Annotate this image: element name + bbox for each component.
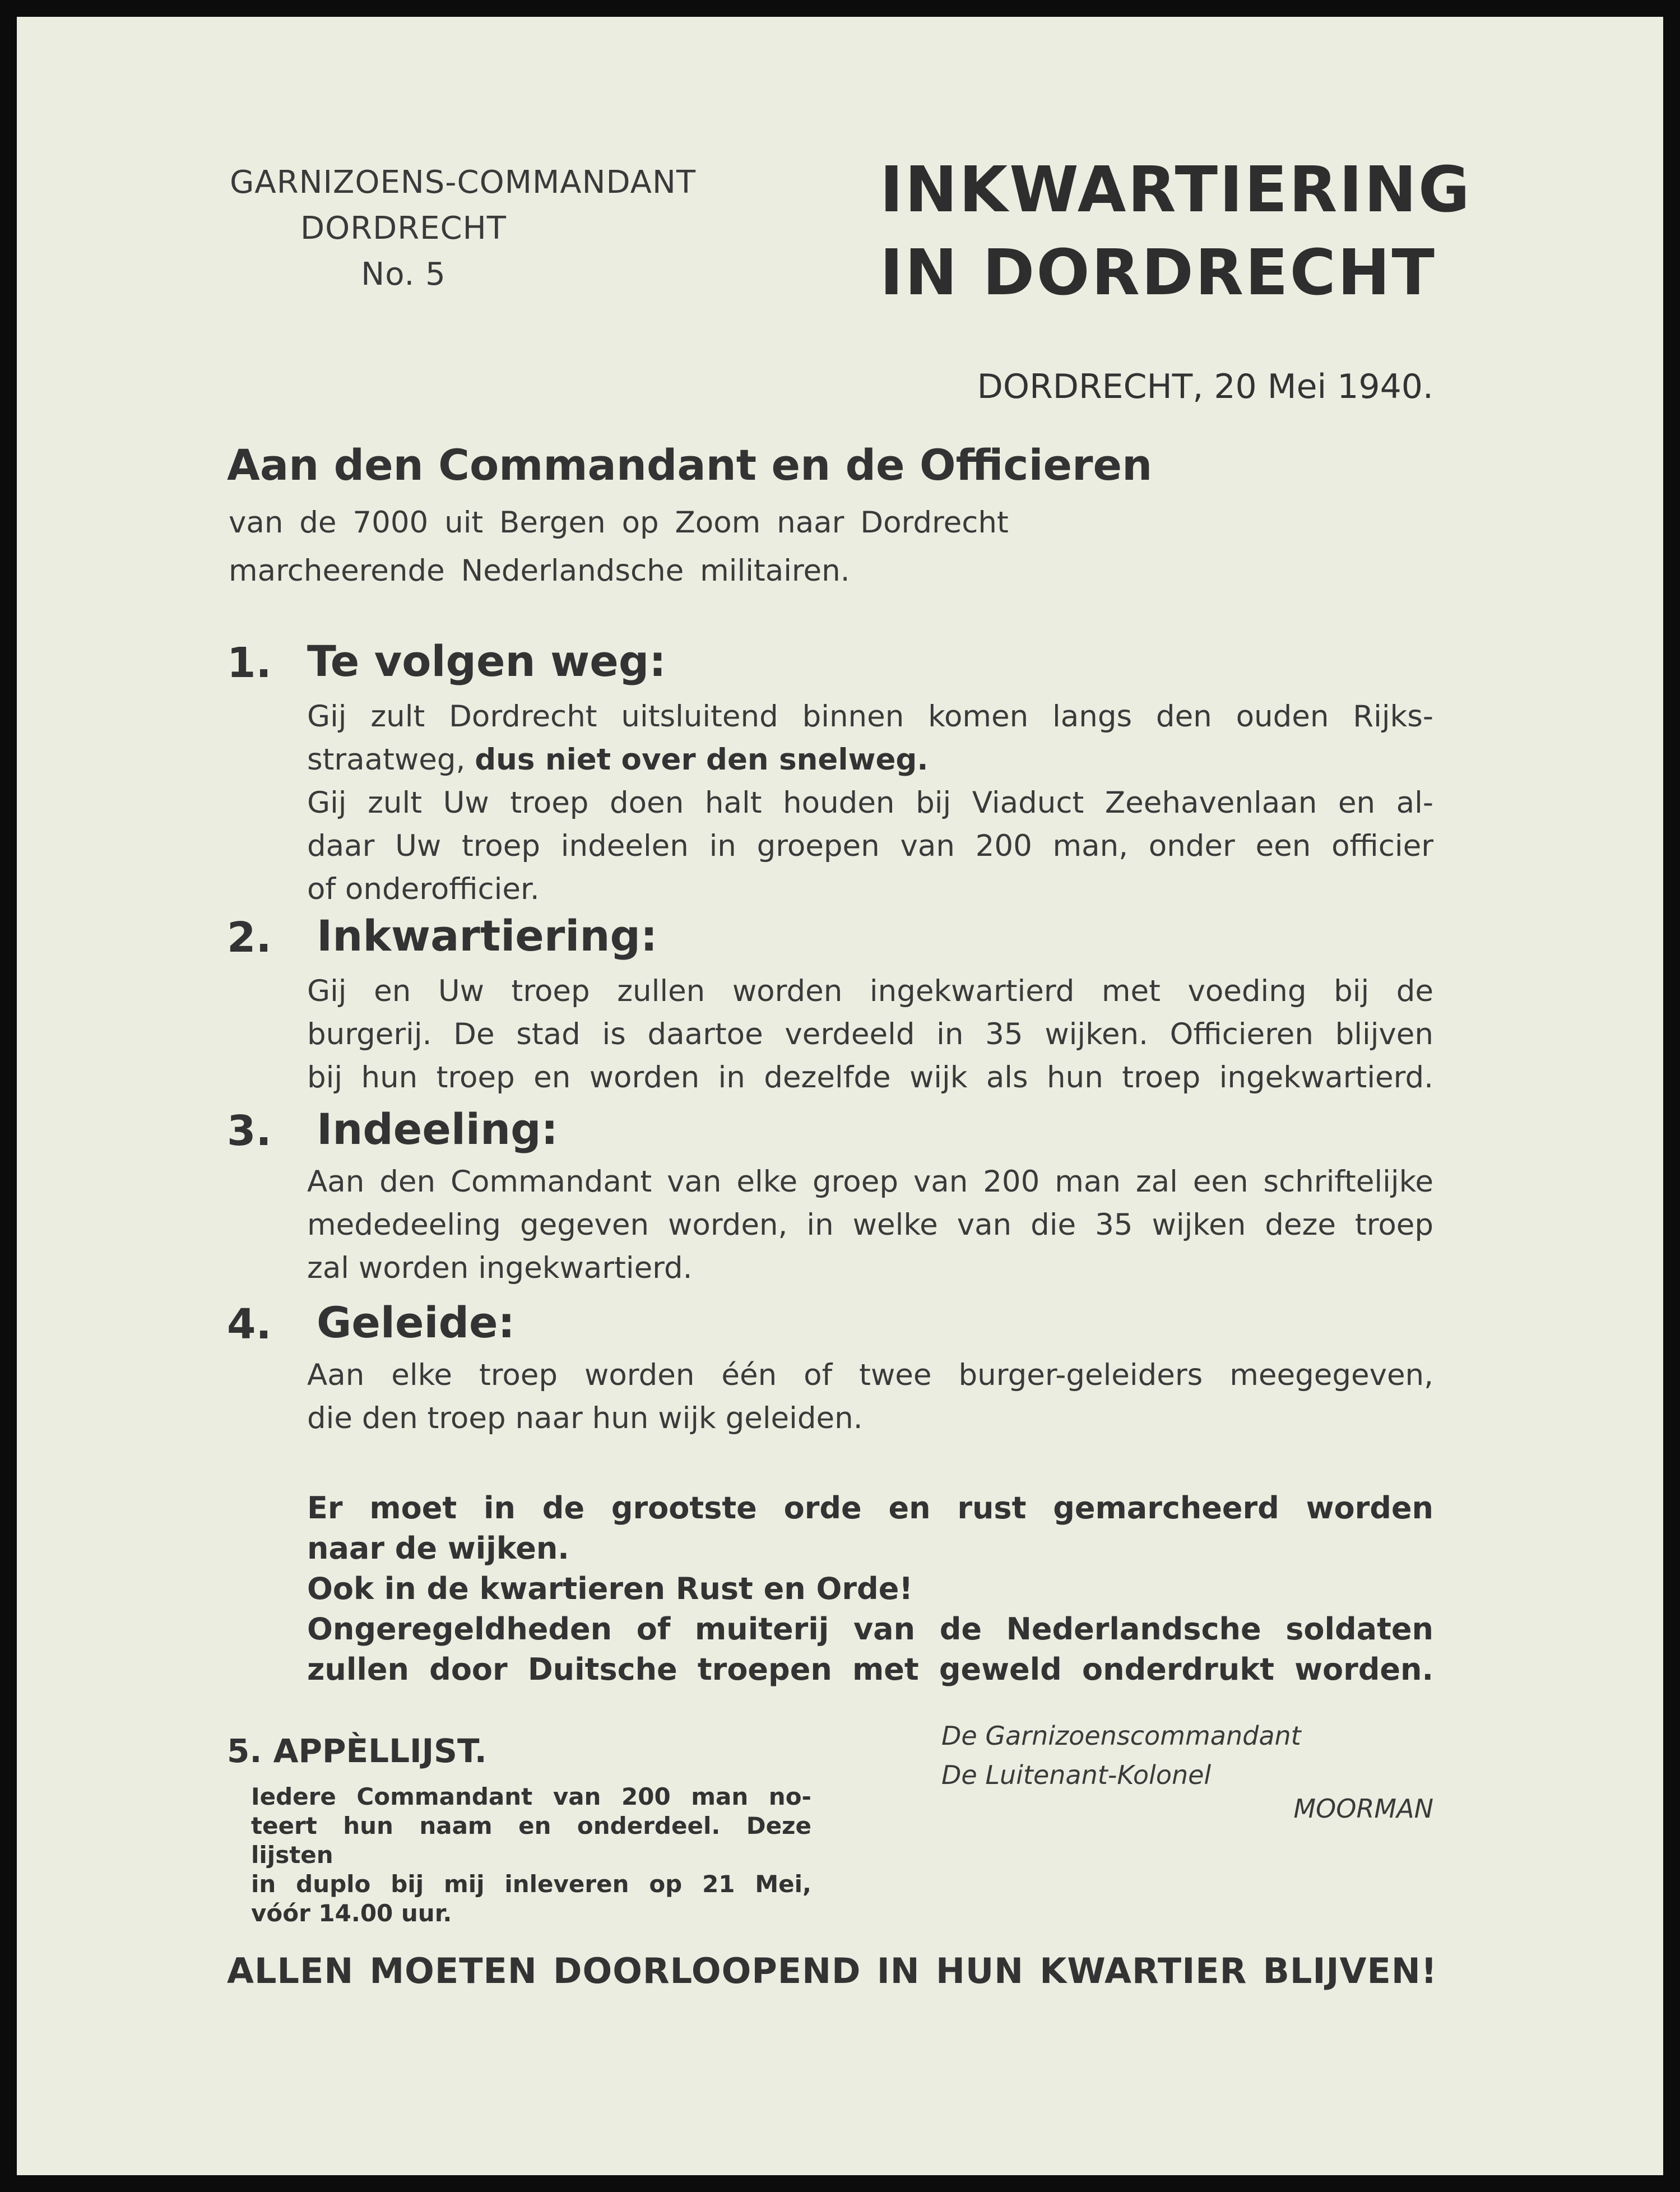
section-1-body	[307, 695, 1433, 911]
section-1-title: Te volgen weg:	[307, 636, 666, 686]
section-1-line: Gij zult Dordrecht uitsluitend binnen komen langs den ouden Rijks-	[307, 699, 1433, 734]
section-3-line: zal worden ingekwartierd.	[307, 1251, 693, 1285]
address-subtitle	[229, 499, 1209, 595]
warning-line-3: Ook in de kwartieren Rust en Orde!	[307, 1571, 913, 1606]
section-4-number: 4.	[227, 1300, 272, 1348]
section-2-body	[307, 970, 1433, 1099]
garrison-line-1: GARNIZOENS-COMMANDANT	[230, 164, 697, 201]
warning-line-1: Er moet in de grootste orde en rust gemarcheerd worden	[307, 1490, 1433, 1526]
appellijst-heading: 5. APPÈLLIJST.	[227, 1732, 487, 1770]
section-3-body	[307, 1160, 1433, 1290]
headline-line-2: IN DORDRECHT	[880, 237, 1436, 309]
section-2-title: Inkwartiering:	[317, 911, 658, 961]
address-line-2: marcheerende Nederlandsche militairen.	[229, 554, 850, 588]
section-1-emphasis: dus niet over den snelweg.	[475, 743, 929, 777]
section-1-line-emph	[307, 738, 1433, 781]
section-4-line: die den troep naar hun wijk geleiden.	[307, 1401, 863, 1435]
section-4-line: Aan elke troep worden één of twee burger-geleiders meegegeven,	[307, 1358, 1433, 1392]
garrison-line-2: DORDRECHT	[300, 210, 507, 247]
appellijst-body	[251, 1782, 811, 1928]
signature-line-1: De Garnizoenscommandant	[941, 1721, 1301, 1751]
appellijst-line-2: teert hun naam en onderdeel. Deze lijsten	[251, 1812, 811, 1869]
date-line: DORDRECHT, 20 Mei 1940.	[977, 367, 1433, 406]
section-2-line: burgerij. De stad is daartoe verdeeld in 35 wijken. Officieren blijven	[307, 1017, 1433, 1051]
garrison-line-3: No. 5	[361, 256, 446, 293]
headline-line-1: INKWARTIERING	[880, 154, 1472, 226]
section-1-line: straatweg,	[307, 743, 466, 777]
poster-sheet	[17, 17, 1663, 2175]
section-1-line: of onderofficier.	[307, 872, 540, 906]
warning-line-2: naar de wijken.	[307, 1531, 569, 1566]
warning-line-4: Ongeregeldheden of muiterij van de Nederlandsche soldaten	[307, 1611, 1433, 1647]
address-line-1: van de 7000 uit Bergen op Zoom naar Dordrecht	[229, 506, 1009, 540]
headline	[880, 149, 1472, 314]
section-2-number: 2.	[227, 914, 272, 962]
appellijst-line-4: vóór 14.00 uur.	[251, 1899, 452, 1927]
section-3-line: mededeeling gegeven worden, in welke van die 35 wijken deze troep	[307, 1208, 1433, 1242]
signature-name: MOORMAN	[1293, 1794, 1433, 1824]
section-3-line: Aan den Commandant van elke groep van 200 man zal een schriftelijke	[307, 1165, 1433, 1199]
section-1-number: 1.	[227, 639, 272, 687]
appellijst-line-3: in duplo bij mij inleveren op 21 Mei,	[251, 1870, 811, 1898]
appellijst-line-1: Iedere Commandant van 200 man no-	[251, 1783, 811, 1810]
section-4-title: Geleide:	[317, 1297, 515, 1347]
section-4-body	[307, 1354, 1433, 1440]
section-3-number: 3.	[227, 1107, 272, 1155]
section-3-title: Indeeling:	[317, 1104, 558, 1154]
address-heading: Aan den Commandant en de Officieren	[227, 440, 1153, 490]
signature-line-2: De Luitenant-Kolonel	[941, 1760, 1212, 1790]
warning-block	[307, 1488, 1433, 1690]
section-2-line: Gij en Uw troep zullen worden ingekwartierd met voeding bij de	[307, 974, 1433, 1008]
garrison-block	[230, 160, 697, 298]
section-1-line: Gij zult Uw troep doen halt houden bij Viaduct Zeehavenlaan en al-	[307, 786, 1433, 820]
section-2-line: bij hun troep en worden in dezelfde wijk als hun troep ingekwartierd.	[307, 1060, 1433, 1095]
final-slogan: ALLEN MOETEN DOORLOOPEND IN HUN KWARTIER BLIJVEN!	[227, 1950, 1437, 1991]
warning-line-5: zullen door Duitsche troepen met geweld onderdrukt worden.	[307, 1652, 1433, 1687]
section-1-line: daar Uw troep indeelen in groepen van 200 man, onder een officier	[307, 829, 1433, 863]
